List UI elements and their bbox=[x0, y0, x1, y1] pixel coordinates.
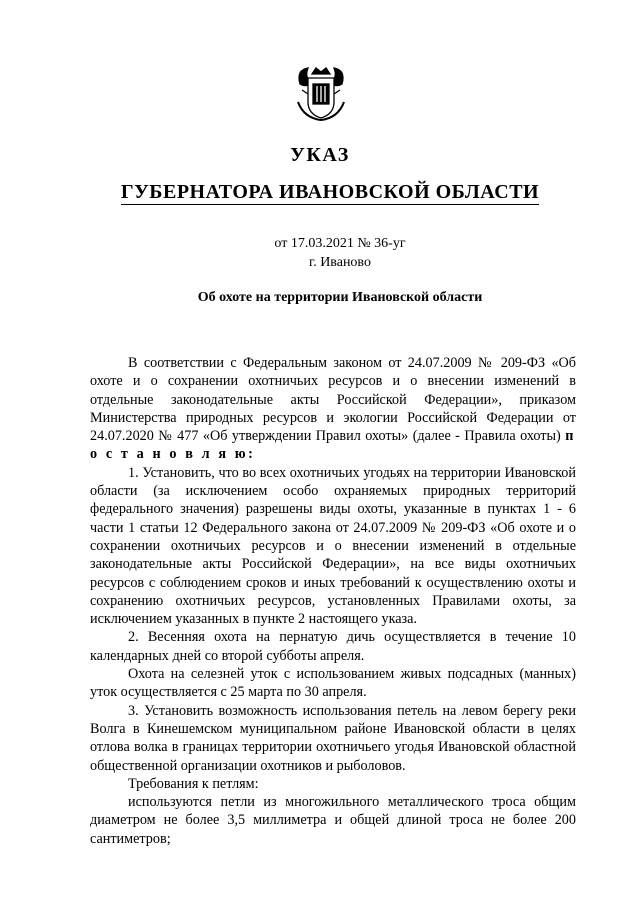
issuer-title-text: ГУБЕРНАТОРА ИВАНОВСКОЙ ОБЛАСТИ bbox=[120, 181, 540, 203]
paragraph-snare-requirements: Требования к петлям: bbox=[128, 775, 259, 792]
issuer-title bbox=[0, 181, 640, 204]
decree-title: УКАЗ bbox=[290, 144, 350, 166]
ivanovo-coat-of-arms-icon bbox=[290, 62, 352, 124]
paragraph-snare-specs: используются петли из многожильного металлического троса общим диаметром не более 3,5 миллиметра и общей длиной троса не более 200 сантиметров; bbox=[90, 794, 576, 847]
decree-word: п о с т а н о в л я ю: bbox=[90, 428, 577, 463]
paragraph-3: 3. Установить возможность использования петель на левом берегу реки Волга в Кинешемском муниципальном районе Ивановской области в целях отлова волка в границах территории охотничьего угодья Ивановской областной общественной организации охотников и рыболовов. bbox=[90, 702, 576, 774]
preamble-paragraph bbox=[90, 354, 576, 464]
decree-city: г. Иваново bbox=[309, 255, 371, 270]
paragraph-2: 2. Весенняя охота на пернатую дичь осуществляется в течение 10 календарных дней со второй субботы апреля. bbox=[90, 629, 576, 664]
paragraph-2-continuation: Охота на селезней уток с использованием живых подсадных (манных) уток осуществляется с 25 марта по 30 апреля. bbox=[90, 666, 576, 701]
decree-date-number: от 17.03.2021 № 36-уг bbox=[274, 236, 406, 251]
preamble-text: В соответствии с Федеральным законом от 24.07.2009 № 209-ФЗ «Об охоте и о сохранении охотничьих ресурсов и о внесении изменений в отдельные законодательные акты Российской Федерации», приказом Министерства природных ресурсов и экологии Российской Федерации от 24.07.2020 № 477 «Об утверждении Правил охоты» (далее - Правила охоты) bbox=[90, 355, 576, 445]
paragraph-1: 1. Установить, что во всех охотничьих угодьях на территории Ивановской области (за исключением особо охраняемых природных территорий федерального значения) разрешены виды охоты, указанные в пунктах 1 - 6 части 1 статьи 12 Федерального закона от 24.07.2009 № 209-ФЗ «Об охоте и о сохранении охотничьих ресурсов и о внесении изменений в отдельные законодательные акты Российской Федерации», на все виды охотничьих ресурсов с соблюдением сроков и иных требований к осуществлению охоты и сохранению охотничьих ресурсов, установленных Правилами охоты, за исключением указанных в пункте 2 настоящего указа. bbox=[90, 464, 576, 628]
decree-body bbox=[90, 354, 576, 848]
decree-subject: Об охоте на территории Ивановской области bbox=[197, 290, 483, 305]
decree-meta bbox=[0, 234, 640, 272]
